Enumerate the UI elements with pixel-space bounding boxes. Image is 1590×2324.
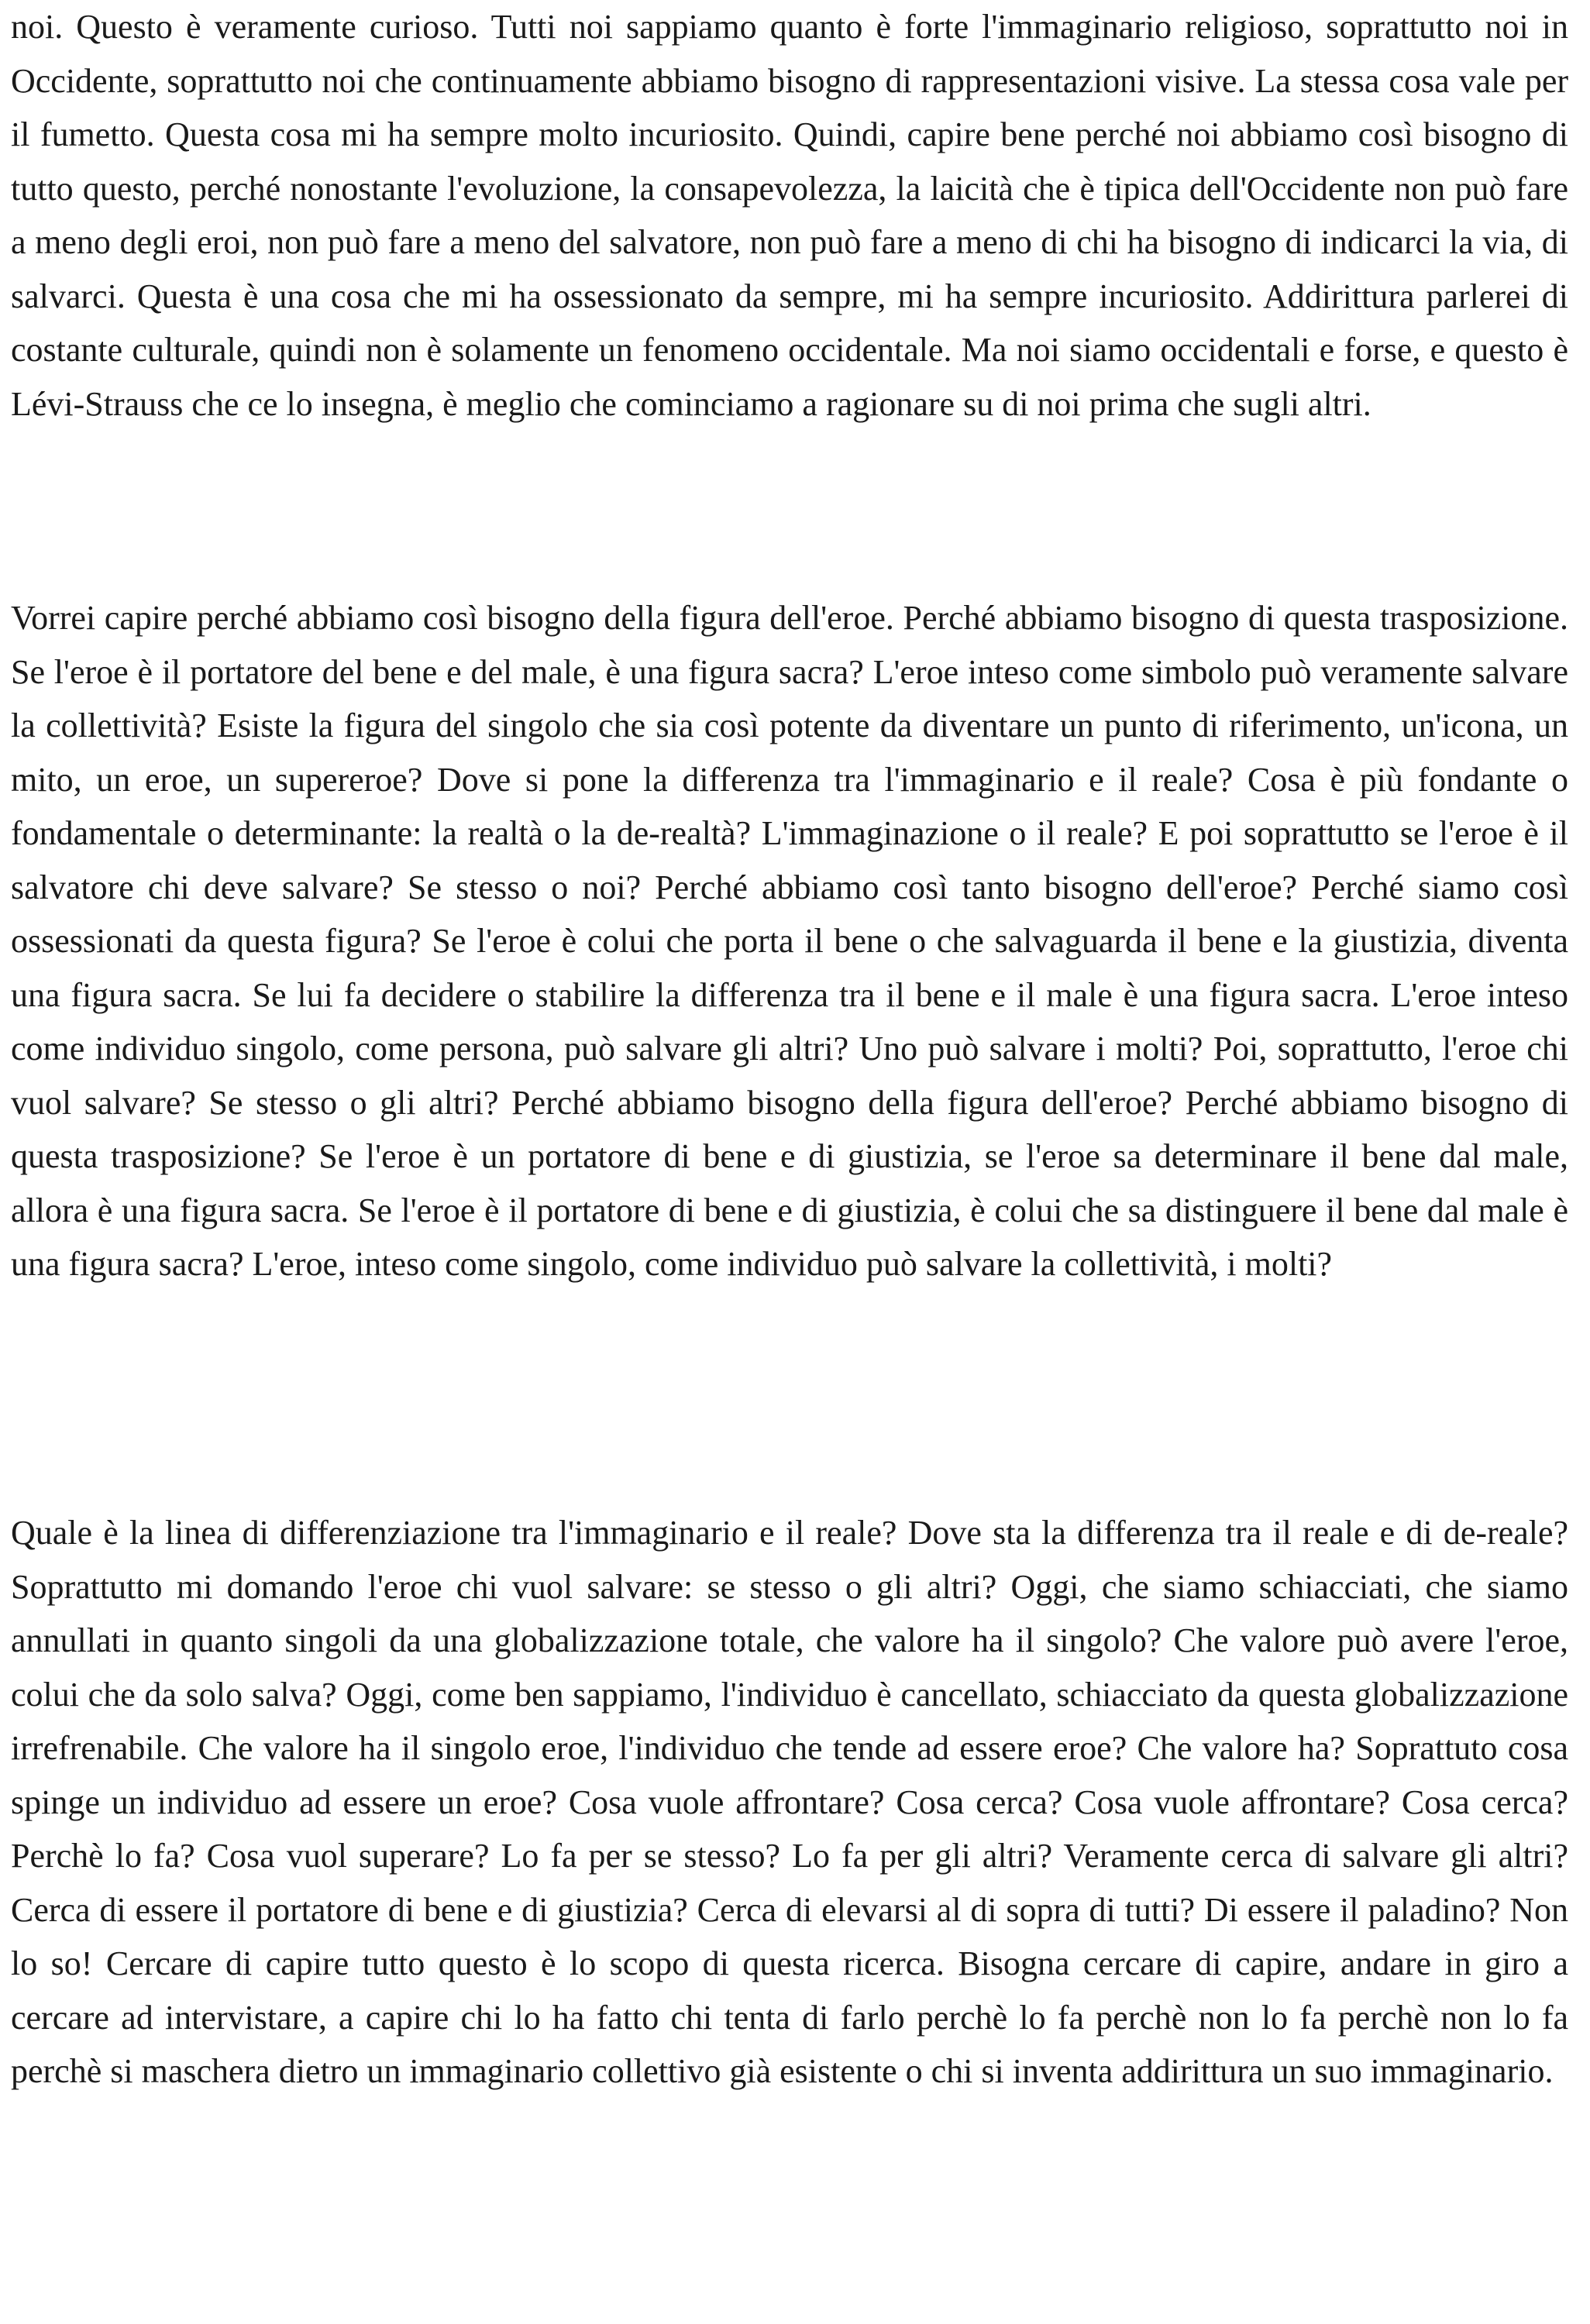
paragraph-3: Quale è la linea di differenziazione tra l'immaginario e il reale? Dove sta la differenza tra il reale e di de-reale? Soprattutto mi domando l'eroe chi vuol salvare: se stesso o gli altri? Oggi, che siamo schiacciati, che siamo annullati in quanto singoli da una globalizzazione totale, che valore ha il singolo? Che valore può avere l'eroe, colui che da solo salva? Oggi, come ben sappiamo, l'individuo è cancellato, schiacciato da questa globalizzazione irrefrenabile. Che valore ha il singolo eroe, l'individuo che tende ad essere eroe? Che valore ha? Soprattuto cosa spinge un individuo ad essere un eroe? Cosa vuole affrontare? Cosa cerca? Cosa vuole affrontare? Cosa cerca? Perchè lo fa? Cosa vuol superare? Lo fa per se stesso? Lo fa per gli altri? Veramente cerca di salvare gli altri? Cerca di essere il portatore di bene e di giustizia? Cerca di elevarsi al di sopra di tutti? Di essere il paladino? Non lo so! Cercare di capire tutto questo è lo scopo di questa ricerca. Bisogna cercare di capire, andare in giro a cercare ad intervistare, a capire chi lo ha fatto chi tenta di farlo perchè lo fa perchè non lo fa perchè non lo fa perchè si maschera dietro un immaginario collettivo già esistente o chi si inventa addirittura un suo immaginario. (11, 1514, 1568, 2090)
paragraph-2: Vorrei capire perché abbiamo così bisogno della figura dell'eroe. Perché abbiamo bisogno di questa trasposizione. Se l'eroe è il portatore del bene e del male, è una figura sacra? L'eroe inteso come simbolo può veramente salvare la collettività? Esiste la figura del singolo che sia così potente da diventare un punto di riferimento, un'icona, un mito, un eroe, un supereroe? Dove si pone la differenza tra l'immaginario e il reale? Cosa è più fondante o fondamentale o determinante: la realtà o la de-realtà? L'immaginazione o il reale? E poi soprattutto se l'eroe è il salvatore chi deve salvare? Se stesso o noi? Perché abbiamo così tanto bisogno dell'eroe? Perché siamo così ossessionati da questa figura? Se l'eroe è colui che porta il bene o che salvaguarda il bene e la giustizia, diventa una figura sacra. Se lui fa decidere o stabilire la differenza tra il bene e il male è una figura sacra. L'eroe inteso come individuo singolo, come persona, può salvare gli altri? Uno può salvare i molti? Poi, soprattutto, l'eroe chi vuol salvare? Se stesso o gli altri? Perché abbiamo bisogno della figura dell'eroe? Perché abbiamo bisogno di questa trasposizione? Se l'eroe è un portatore di bene e di giustizia, se l'eroe sa determinare il bene dal male, allora è una figura sacra. Se l'eroe è il portatore di bene e di giustizia, è colui che sa distinguere il bene dal male è una figura sacra? L'eroe, inteso come singolo, come individuo può salvare la collettività, i molti? (11, 599, 1568, 1283)
paragraph-1: noi. Questo è veramente curioso. Tutti noi sappiamo quanto è forte l'immaginario religioso, soprattutto noi in Occidente, soprattutto noi che continuamente abbiamo bisogno di rappresentazioni visive. La stessa cosa vale per il fumetto. Questa cosa mi ha sempre molto incuriosito. Quindi, capire bene perché noi abbiamo così bisogno di tutto questo, perché nonostante l'evoluzione, la consapevolezza, la laicità che è tipica dell'Occidente non può fare a meno degli eroi, non può fare a meno del salvatore, non può fare a meno di chi ha bisogno di indicarci la via, di salvarci. Questa è una cosa che mi ha ossessionato da sempre, mi ha sempre incuriosito. Addirittura parlerei di costante culturale, quindi non è solamente un fenomeno occidentale. Ma noi siamo occidentali e forse, e questo è Lévi-Strauss che ce lo insegna, è meglio che cominciamo a ragionare su di noi prima che sugli altri. (11, 8, 1568, 423)
